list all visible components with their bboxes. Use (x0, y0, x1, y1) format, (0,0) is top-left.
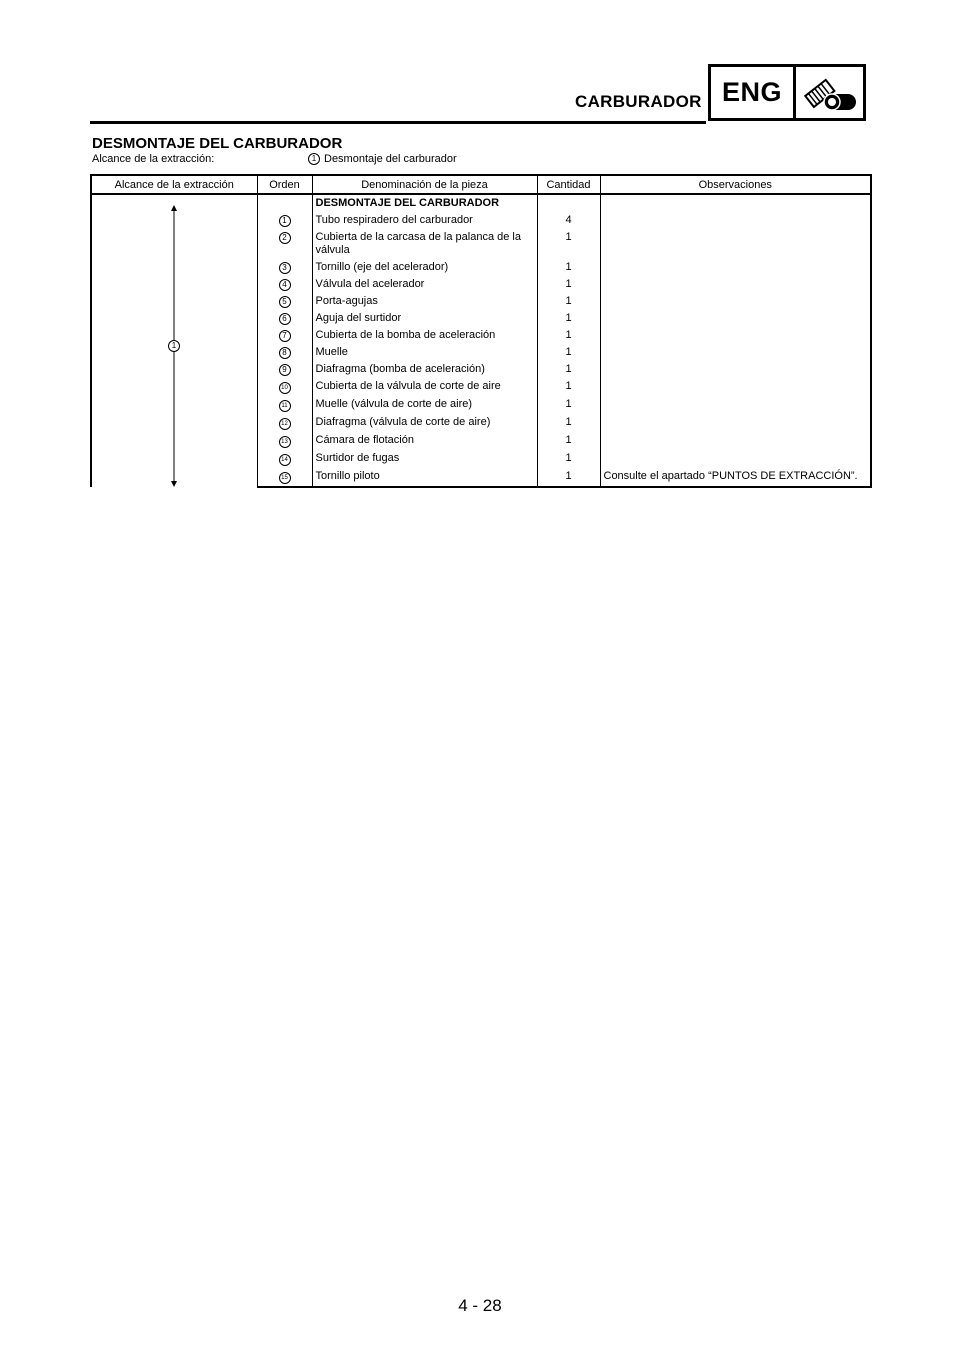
scope-value (308, 153, 457, 165)
order-marker: 4 (279, 279, 291, 291)
part-name-cell: Surtidor de fugas (312, 450, 537, 468)
scope-value-text: Desmontaje del carburador (324, 153, 457, 165)
notes-cell (600, 194, 871, 212)
order-cell (257, 327, 312, 344)
quantity-cell: 1 (537, 229, 600, 259)
column-header-order: Orden (257, 175, 312, 194)
order-marker: 1 (279, 215, 291, 227)
part-name-cell: Cámara de flotación (312, 432, 537, 450)
part-name-cell: Cubierta de la carcasa de la palanca de la válvula (312, 229, 537, 259)
order-cell (257, 432, 312, 450)
quantity-cell: 1 (537, 310, 600, 327)
quantity-cell: 1 (537, 276, 600, 293)
order-cell (257, 450, 312, 468)
scope-range-arrow (168, 205, 180, 487)
order-cell (257, 396, 312, 414)
part-name-cell: Cubierta de la bomba de aceleración (312, 327, 537, 344)
notes-cell (600, 327, 871, 344)
table-body (91, 194, 871, 487)
quantity-cell: 4 (537, 212, 600, 229)
engine-part-icon (796, 67, 863, 118)
order-cell (257, 229, 312, 259)
notes-cell (600, 432, 871, 450)
notes-cell (600, 310, 871, 327)
quantity-cell: 1 (537, 327, 600, 344)
page-number: 4 - 28 (458, 1296, 502, 1315)
eng-badge (708, 64, 866, 121)
quantity-cell: 1 (537, 293, 600, 310)
order-cell (257, 378, 312, 396)
parts-table (90, 174, 872, 488)
order-cell (257, 361, 312, 378)
notes-cell (600, 344, 871, 361)
document-title: DESMONTAJE DEL CARBURADOR (92, 135, 343, 152)
scope-range-cell (91, 194, 257, 487)
order-cell (257, 468, 312, 487)
part-name-cell: Válvula del acelerador (312, 276, 537, 293)
quantity-cell: 1 (537, 361, 600, 378)
quantity-cell (537, 194, 600, 212)
column-header-notes: Observaciones (600, 175, 871, 194)
part-name-cell: Cubierta de la válvula de corte de aire (312, 378, 537, 396)
notes-cell (600, 378, 871, 396)
scope-marker: 1 (308, 153, 320, 165)
quantity-cell: 1 (537, 378, 600, 396)
notes-cell (600, 396, 871, 414)
part-name-cell: Aguja del surtidor (312, 310, 537, 327)
part-name-cell: Muelle (312, 344, 537, 361)
quantity-cell: 1 (537, 396, 600, 414)
quantity-cell: 1 (537, 450, 600, 468)
quantity-cell: 1 (537, 432, 600, 450)
order-marker: 7 (279, 330, 291, 342)
order-marker: 3 (279, 262, 291, 274)
table-header-row (91, 175, 871, 194)
part-name-cell: Tubo respiradero del carburador (312, 212, 537, 229)
part-name-cell: Muelle (válvula de corte de aire) (312, 396, 537, 414)
order-marker: 12 (279, 418, 291, 430)
column-header-scope: Alcance de la extracción (91, 175, 257, 194)
order-cell (257, 414, 312, 432)
quantity-cell: 1 (537, 468, 600, 487)
section-label: CARBURADOR (575, 92, 702, 111)
column-header-part-name: Denominación de la pieza (312, 175, 537, 194)
notes-cell (600, 361, 871, 378)
eng-badge-text: ENG (711, 67, 796, 118)
quantity-cell: 1 (537, 414, 600, 432)
order-marker: 13 (279, 436, 291, 448)
order-marker: 5 (279, 296, 291, 308)
order-cell (257, 310, 312, 327)
order-cell (257, 293, 312, 310)
order-marker: 6 (279, 313, 291, 325)
order-marker: 11 (279, 400, 291, 412)
part-name-cell: Tornillo (eje del acelerador) (312, 259, 537, 276)
part-name-cell: DESMONTAJE DEL CARBURADOR (312, 194, 537, 212)
order-marker: 9 (279, 364, 291, 376)
scope-label: Alcance de la extracción: (92, 153, 215, 165)
notes-cell: Consulte el apartado “PUNTOS DE EXTRACCIÓN”. (600, 468, 871, 487)
part-name-cell: Diafragma (válvula de corte de aire) (312, 414, 537, 432)
part-name-cell: Diafragma (bomba de aceleración) (312, 361, 537, 378)
part-name-cell: Porta-agujas (312, 293, 537, 310)
notes-cell (600, 450, 871, 468)
notes-cell (600, 293, 871, 310)
header-rule (90, 121, 706, 124)
order-marker: 15 (279, 472, 291, 484)
notes-cell (600, 276, 871, 293)
order-marker: 8 (279, 347, 291, 359)
order-cell (257, 344, 312, 361)
order-marker: 10 (279, 382, 291, 394)
notes-cell (600, 414, 871, 432)
order-marker: 2 (279, 232, 291, 244)
notes-cell (600, 259, 871, 276)
order-cell (257, 194, 312, 212)
order-cell (257, 276, 312, 293)
order-marker: 14 (279, 454, 291, 466)
quantity-cell: 1 (537, 344, 600, 361)
notes-cell (600, 229, 871, 259)
part-name-cell: Tornillo piloto (312, 468, 537, 487)
scope-range-marker: 1 (168, 340, 180, 352)
column-header-quantity: Cantidad (537, 175, 600, 194)
order-cell (257, 259, 312, 276)
order-cell (257, 212, 312, 229)
table-row (91, 194, 871, 212)
quantity-cell: 1 (537, 259, 600, 276)
notes-cell (600, 212, 871, 229)
